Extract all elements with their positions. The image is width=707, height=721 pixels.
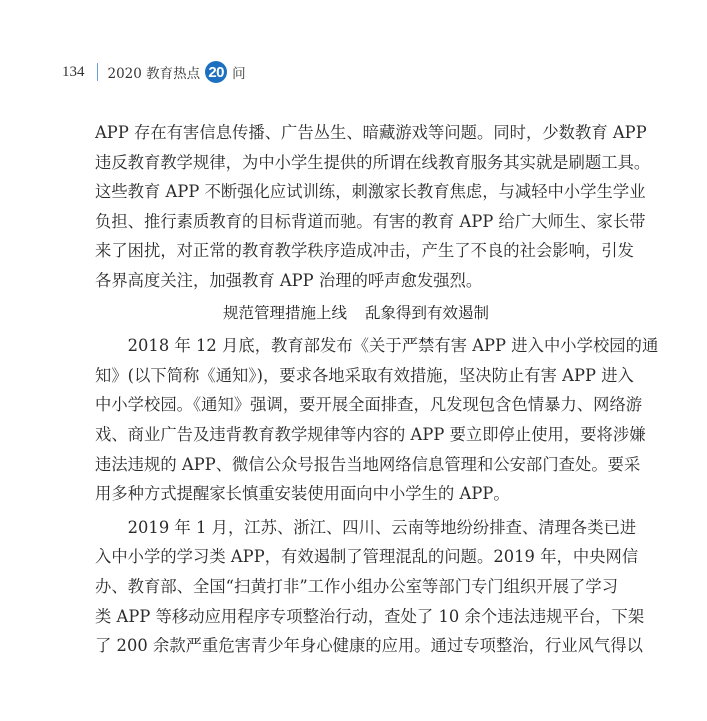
text-line: 入中小学的学习类 APP，有效遏制了管理混乱的问题。2019 年，中央网信 xyxy=(95,547,639,567)
text-line: 类 APP 等移动应用程序专项整治行动，查处了 10 余个违法违规平台，下架 xyxy=(95,606,645,626)
text-line: APP 存在有害信息传播、广告丛生、暗藏游戏等问题。同时，少数教育 APP xyxy=(95,123,647,142)
text-line: 违法违规的 APP、微信公众号报告当地网络信息管理和公安部门查处。要采 xyxy=(95,454,641,474)
book-title-suffix: 问 xyxy=(232,66,246,82)
text-line: 违反教育教学规律，为中小学生提供的所谓在线教育服务其实就是刷题工具。 xyxy=(95,152,651,172)
text-line: 办、教育部、全国“扫黄打非”工作小组办公室等部门专门组织开展了学习 xyxy=(95,576,619,596)
paragraph-2 xyxy=(95,331,659,509)
text-line: 中小学校园。《通知》强调，要开展全面排查，凡发现包含色情暴力、网络游 xyxy=(95,395,643,415)
section-heading xyxy=(95,299,617,329)
text-line: 负担、推行素质教育的目标背道而驰。有害的教育 APP 给广大师生、家长带 xyxy=(95,211,646,231)
number-badge: 20 xyxy=(205,61,227,83)
page-header xyxy=(62,60,246,84)
text-line: 2018 年 12 月底，教育部发布《关于严禁有害 APP 进入中小学校园的通 xyxy=(127,336,659,356)
text-line: 戏、商业广告及违背教育教学规律等内容的 APP 要立即停止使用，要将涉嫌 xyxy=(95,424,646,444)
section-heading-part2: 乱象得到有效遏制 xyxy=(365,303,490,322)
header-divider xyxy=(97,63,98,81)
text-line: 2019 年 1 月，江苏、浙江、四川、云南等地纷纷排查、清理各类已进 xyxy=(127,517,637,537)
page-number: 134 xyxy=(62,63,85,80)
text-line: 了 200 余款严重危害青少年身心健康的应用。通过专项整治，行业风气得以 xyxy=(95,636,643,656)
section-heading-part1: 规范管理措施上线 xyxy=(222,303,347,322)
paragraph-3 xyxy=(95,513,645,661)
text-line: 知》(以下简称《通知》)，要求各地采取有效措施，坚决防止有害 APP 进入 xyxy=(95,365,634,385)
text-line: 来了困扰，对正常的教育教学秩序造成冲击，产生了不良的社会影响，引发 xyxy=(95,241,634,261)
text-line: 各界高度关注，加强教育 APP 治理的呼声愈发强烈。 xyxy=(95,270,483,290)
book-title-prefix: 2020 教育热点 xyxy=(107,66,201,82)
paragraph-1 xyxy=(95,118,651,296)
page-body xyxy=(95,118,659,661)
text-line: 这些教育 APP 不断强化应试训练，刺激家长教育焦虑，与减轻中小学生学业 xyxy=(95,182,646,202)
text-line: 用多种方式提醒家长慎重安装使用面向中小学生的 APP。 xyxy=(95,484,510,504)
